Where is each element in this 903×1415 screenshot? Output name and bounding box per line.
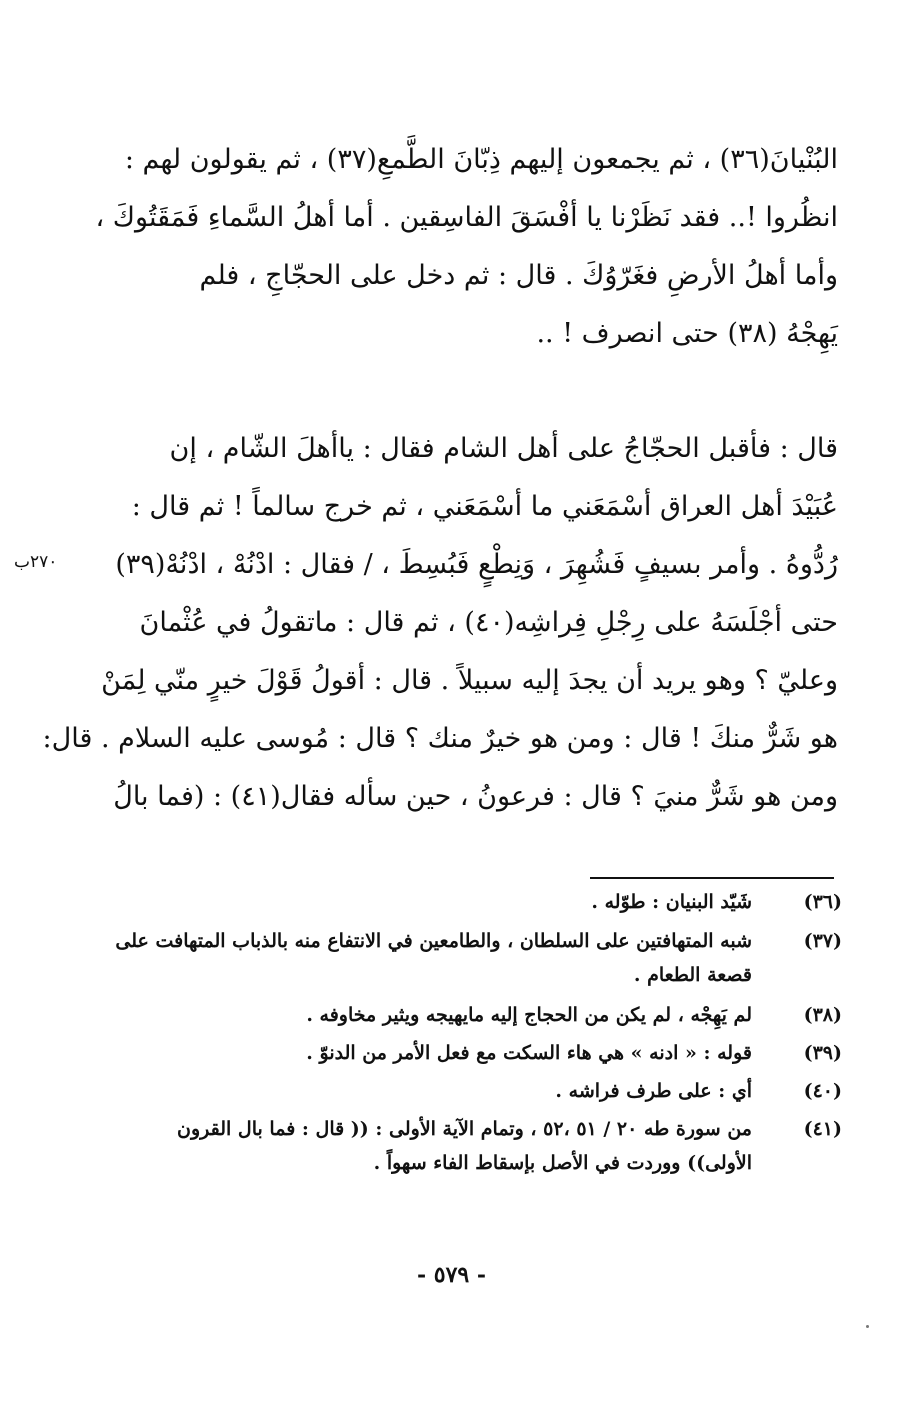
footnote-text <box>130 1112 752 1180</box>
page-number: - ٥٧٩ - <box>416 1262 487 1288</box>
text-line: انظُروا !.. فقد نَظَرْنا يا أفْسَقَ الفاسِقين . أما أهلُ السَّماءِ فَمَقَتُوكَ ، <box>95 202 838 233</box>
footnote-number: (٣٩) <box>803 1042 842 1064</box>
footnote-line: قوله : « ادنه » هي هاء السكت مع فعل الأمر من الدنوّ . <box>306 1042 752 1064</box>
text-line: قال : فأقبل الحجّاجُ على أهل الشام فقال : ياأهلَ الشّام ، إن <box>169 433 838 464</box>
text-line: يَهِجْهُ (٣٨) حتى انصرف ! .. <box>536 318 838 349</box>
footnote <box>130 1036 842 1070</box>
footnote-line: شبه المتهافتين على السلطان ، والطامعين في الانتفاع منه بالذباب المتهافت على <box>115 930 752 952</box>
footnote-text <box>115 924 752 992</box>
text-line: وأما أهلُ الأرضِ فغَرّوُكَ . قال : ثم دخل على الحجّاجِ ، فلم <box>199 260 838 291</box>
footnote-number: (٣٨) <box>803 1004 842 1026</box>
footnote <box>130 885 842 919</box>
text-line: رُدُّوهُ . وأمر بسيفٍ فَشُهِرَ ، وَنِطْعٍ فَبُسِطَ ، / فقال : ادْنُهْ ، ادْنُهْ(٣٩) <box>115 549 838 580</box>
footnote-number: (٣٦) <box>803 891 842 913</box>
footnote-number: (٣٧) <box>803 930 842 952</box>
footnote-text <box>130 885 752 919</box>
footnote-line: شَيّد البنيان : طوّله . <box>591 891 752 913</box>
scan-speck <box>866 1325 869 1328</box>
text-line: ومن هو شَرٌّ منيَ ؟ قال : فرعونُ ، حين سأله فقال(٤١) : (فما بالُ <box>113 781 838 812</box>
paragraph-2 <box>42 420 838 826</box>
footnote-line: أي : على طرف فراشه . <box>555 1080 752 1102</box>
footnote-divider <box>590 877 834 879</box>
footnote-text <box>130 998 752 1032</box>
text-line: وعليّ ؟ وهو يريد أن يجدَ إليه سبيلاً . قال : أقولُ قَوْلَ خيرٍ منّي لِمَنْ <box>101 665 838 696</box>
manuscript-folio-marker: ٢٧٠ب <box>14 552 58 572</box>
footnote <box>130 998 842 1032</box>
footnote-text <box>130 1036 752 1070</box>
footnote <box>130 1074 842 1108</box>
footnote <box>130 1112 842 1180</box>
footnote-line: لم يَهِجْه ، لم يكن من الحجاج إليه مايهيجه ويثير مخاوفه . <box>306 1004 752 1026</box>
footnote <box>115 924 842 992</box>
text-line: البُنْيانَ(٣٦) ، ثم يجمعون إليهم ذِبّانَ الطَّمعِ(٣٧) ، ثم يقولون لهم : <box>124 144 838 175</box>
footnote-text <box>130 1074 752 1108</box>
text-line: عُبَيْدَ أهل العراق أسْمَعَني ما أسْمَعَني ، ثم خرج سالماً ! ثم قال : <box>131 491 838 522</box>
text-line: هو شَرٌّ منكَ ! قال : ومن هو خيرٌ منك ؟ قال : مُوسى عليه السلام . قال: <box>42 723 838 754</box>
paragraph-1 <box>95 131 838 363</box>
text-line: حتى أجْلَسَهُ على رِجْلِ فِراشِه(٤٠) ، ثم قال : ماتقولُ في عُثْمانَ <box>139 607 838 638</box>
footnote-line: قصعة الطعام . <box>633 964 752 986</box>
footnote-number: (٤١) <box>803 1118 842 1140</box>
footnote-line: الأولى)) ووردت في الأصل بإسقاط الفاء سهواً . <box>373 1152 752 1174</box>
footnotes <box>115 885 842 1180</box>
footnote-number: (٤٠) <box>803 1080 842 1102</box>
footnote-line: من سورة طه ٢٠ / ٥١ ،٥٢ ، وتمام الآية الأولى : (( قال : فما بال القرون <box>177 1118 752 1140</box>
